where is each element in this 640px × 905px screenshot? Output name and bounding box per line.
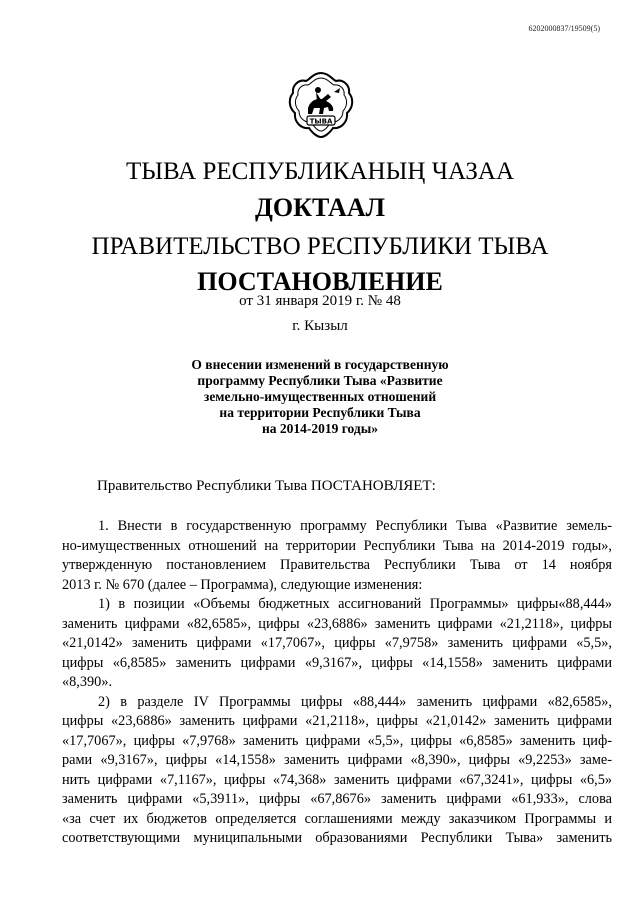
body-line: рами «9,3167», цифры «14,1558» заменить цифрами «8,390», цифры «9,2253» заме- — [62, 752, 612, 768]
subject-line: на территории Республики Тыва — [219, 405, 421, 420]
document-id: 6202000837/19509(5) — [528, 24, 600, 33]
body-line: 1) в позиции «Объемы бюджетных ассигнований Программы» цифры«88,444» — [98, 596, 612, 612]
document-date: от 31 января 2019 г. № 48 — [239, 293, 401, 309]
body-line: «17,7067», цифры «7,9768» заменить цифрами «5,5», цифры «6,8585» заменить циф- — [62, 732, 612, 749]
document-city: г. Кызыл — [292, 318, 348, 334]
body-line: 2013 г. № 670 (далее – Программа), следующие изменения: — [62, 576, 423, 593]
body-line: «8,390». — [62, 674, 113, 690]
body-line: цифры «23,6886» заменить цифрами «21,2118», цифры «21,0142» заменить цифрами — [62, 713, 612, 729]
title-tuvan-resolution: ДОКТААЛ — [255, 193, 385, 222]
document-title — [0, 157, 640, 295]
body-line: 2) в разделе IV Программы цифры «88,444» заменить цифрами «82,6585», — [98, 693, 612, 710]
document-subject — [150, 357, 490, 437]
body-line: цифры «6,8585» заменить цифрами «9,3167», цифры «14,1558» заменить цифрами — [62, 654, 612, 671]
body-line: «21,0142» заменить цифрами «17,7067», цифры «7,9758» заменить цифрами «5,5», — [62, 635, 612, 651]
subject-line: О внесении изменений в государственную — [191, 357, 449, 372]
body-line: заменить цифрами «5,3911», цифры «67,8676» заменить цифрами «61,933», слова — [62, 791, 612, 807]
body-line: соответствующими муниципальными образованиями Республики Тыва» заменить — [62, 830, 612, 846]
subject-line: на 2014-2019 годы» — [261, 421, 379, 436]
title-tuvan-government: ТЫВА РЕСПУБЛИКАНЫҢ ЧАЗАА — [125, 158, 515, 185]
tuva-emblem-icon — [288, 70, 354, 140]
title-russian-resolution: ПОСТАНОВЛЕНИЕ — [197, 267, 443, 296]
body-line: утвержденную постановлением Правительства Республики Тыва от 14 ноября — [62, 557, 612, 573]
body-line: нить цифрами «7,1167», цифры «74,368» заменить цифрами «67,3241», цифры «6,5» — [62, 771, 612, 788]
document-body — [62, 517, 612, 849]
body-line: «за счет их бюджетов определяется соглашениями между заказчиком Программы и — [62, 810, 612, 827]
emblem-label: ТЫВА — [309, 117, 333, 126]
subject-line: земельно-имущественных отношений — [203, 389, 437, 404]
subject-line: программу Республики Тыва «Развитие — [197, 373, 443, 388]
title-russian-government: ПРАВИТЕЛЬСТВО РЕСПУБЛИКИ ТЫВА — [91, 233, 549, 260]
body-line: заменить цифрами «82,6585», цифры «23,6886» заменить цифрами «21,2118», цифры — [62, 615, 612, 632]
decree-statement: Правительство Республики Тыва ПОСТАНОВЛЯЕТ: — [97, 478, 436, 494]
body-line: 1. Внести в государственную программу Республики Тыва «Развитие земель- — [98, 518, 612, 534]
body-line: но-имущественных отношений на территории Республики Тыва на 2014-2019 годы», — [62, 537, 612, 554]
